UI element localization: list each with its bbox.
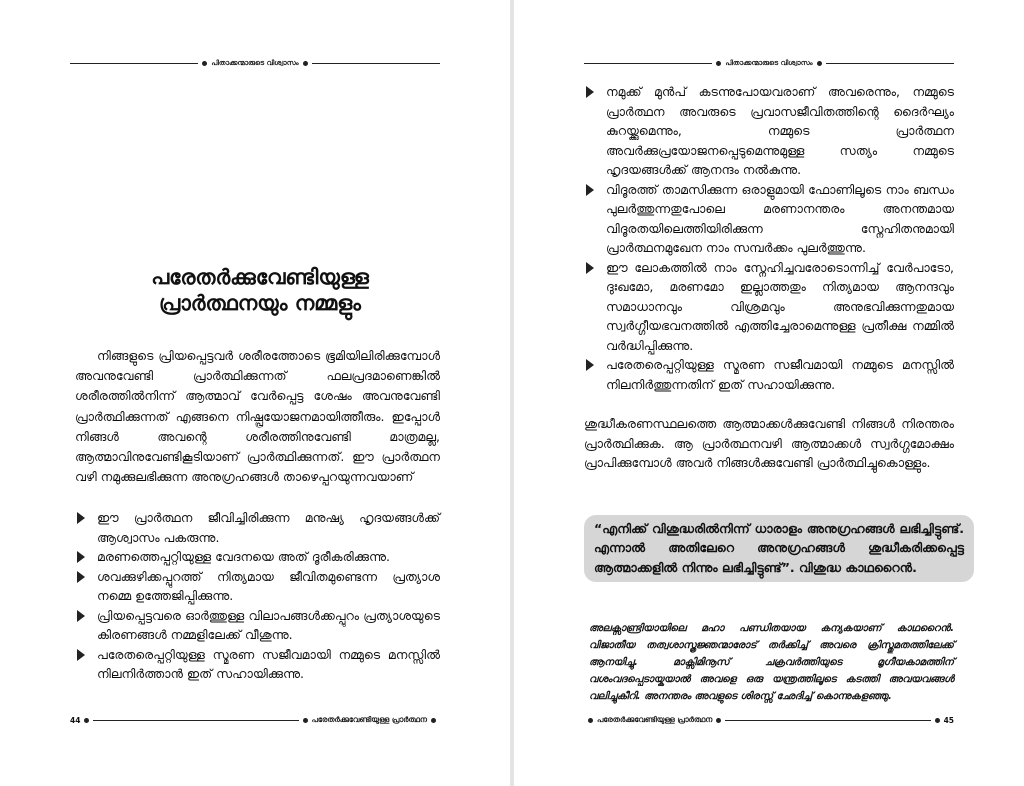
- bullet-dot: [303, 61, 308, 66]
- page-number: 45: [943, 715, 954, 725]
- list-item: [75, 508, 440, 547]
- header-rule: [584, 63, 712, 64]
- right-page: [514, 0, 1024, 786]
- benefits-list-continued: [584, 82, 954, 394]
- running-header-left: [70, 58, 440, 68]
- arrow-bullet-icon: [77, 551, 85, 563]
- header-rule: [312, 63, 440, 64]
- arrow-bullet-icon: [77, 571, 85, 583]
- footer-text: പരേതർക്കുവേണ്ടിയുള്ള പ്രാർത്ഥന: [597, 715, 713, 724]
- arrow-bullet-icon: [77, 512, 85, 524]
- intro-paragraph: നിങ്ങളുടെ പ്രിയപ്പെട്ടവർ ശരീരത്തോടെ ഭൂമിയിലിരിക്കുമ്പോൾ അവനുവേണ്ടി പ്രാർത്ഥിക്കുന്നത് ഫലപ്രദമാണെങ്കിൽ ശരീരത്തിൽനിന്ന് ആത്മാവ് വേർപ്പെട്ട ശേഷം അവനുവേണ്ടി പ്രാർത്ഥിക്കുന്നത് എങ്ങനെ നിഷ്പ്രയോജനമായിത്തീരും. ഇപ്പോൾ നിങ്ങൾ അവന്റെ ശരീരത്തിനുവേണ്ടി മാത്രമല്ല, ആത്മാവിനുവേണ്ടികൂടിയാണ് പ്രാർത്ഥിക്കുന്നത്. ഈ പ്രാർത്ഥന വഴി നമുക്കുലഭിക്കുന്ന അനുഗ്രഹങ്ങൾ താഴെപ്പറയുന്നവയാണ്: [75, 348, 440, 485]
- bullet-dot: [716, 61, 721, 66]
- list-item: [584, 180, 954, 258]
- list-item-text: നമുക്ക് മുൻപ് കടന്നുപോയവരാണ് അവരെന്നും, നമ്മുടെ പ്രാർത്ഥന അവരുടെ പ്രവാസജീവിതത്തിന്റെ ദൈർഘ്യം കുറയ്ക്കുമെന്നും, നമ്മുടെ പ്രാർത്ഥന അവർക്കുപ്രയോജനപ്പെടുമെന്നുമുള്ള സത്യം നമ്മുടെ ഹൃദയങ്ങൾക്ക് ആനന്ദം നൽകുന്നു.: [606, 84, 954, 177]
- title-line-2: പ്രാർത്ഥനയും നമ്മളും: [158, 291, 361, 316]
- list-item: [584, 355, 954, 394]
- list-item-text: ഈ ലോകത്തിൽ നാം സ്നേഹിച്ചവരോടൊന്നിച്ച് വേർപാടോ, ദുഃഖമോ, മരണമോ ഇല്ലാത്തതും നിത്യമായ ആനന്ദവും സമാധാനവും വിശ്രമവും അനുഭവിക്കുന്നതുമായ സ്വർഗ്ഗീയഭവനത്തിൽ എത്തിച്ചേരാമെന്നുള്ള പ്രതീക്ഷ നമ്മിൽ വർദ്ധിപ്പിക്കുന്നു.: [606, 259, 954, 353]
- bullet-dot: [588, 718, 593, 723]
- footer-rule: [725, 720, 930, 721]
- list-item-text: മരണത്തെപ്പറ്റിയുള്ള വേദനയെ അത് ദൂരീകരിക്കുന്നു.: [97, 549, 390, 564]
- bullet-dot: [935, 718, 940, 723]
- left-page: [0, 0, 510, 786]
- header-text: പിതാക്കന്മാരുടെ വിശ്വാസം: [725, 58, 813, 67]
- header-text: പിതാക്കന്മാരുടെ വിശ്വാസം: [211, 58, 299, 67]
- footer-text: പരേതർക്കുവേണ്ടിയുള്ള പ്രാർത്ഥന: [311, 715, 427, 724]
- list-item: [75, 645, 440, 684]
- saint-note: അലക്സാണ്ട്രിയായിലെ മഹാ പണ്ഡിതയായ കന്യകയാണ് കാഥറൈൻ. വിജാതീയ തത്വശാസ്ത്രജ്ഞന്മാരോട് തർക്കിച്ച് അവരെ ക്രിസ്തുമതത്തിലേക്ക് ആനയിച്ചു. മാക്സിമിനൂസ് ചക്രവർത്തിയുടെ മൃഗീയകാമത്തിന് വശംവദപ്പെടായ്കയാൽ അവളെ ഒരു യന്ത്രത്തിലൂടെ കടത്തി അവയവങ്ങൾ വലിച്ചുകീറി. അനന്തരം അവളുടെ ശിരസ്സ് ഛേദിച്ച് കൊന്നുകളഞ്ഞു.: [589, 623, 954, 702]
- arrow-bullet-icon: [586, 262, 594, 274]
- list-item: [584, 82, 954, 180]
- bullet-dot: [303, 718, 308, 723]
- title-line-1: പരേതർക്കുവേണ്ടിയുള്ള: [151, 265, 369, 289]
- arrow-bullet-icon: [77, 610, 85, 622]
- page-number: 44: [70, 715, 81, 725]
- footer-right: [584, 714, 954, 726]
- bullet-dot: [716, 718, 721, 723]
- header-rule: [826, 63, 954, 64]
- list-item: [75, 547, 440, 567]
- header-rule: [70, 63, 198, 64]
- arrow-bullet-icon: [586, 86, 594, 98]
- list-item: [75, 567, 440, 606]
- closing-paragraph: ശുദ്ധീകരണസ്ഥലത്തെ ആത്മാക്കൾക്കുവേണ്ടി നിങ്ങൾ നിരന്തരം പ്രാർത്ഥിക്കുക. ആ പ്രാർത്ഥനവഴി ആത്മാക്കൾ സ്വർഗ്ഗമോക്ഷം പ്രാപിക്കുമ്പോൾ അവർ നിങ്ങൾക്കുവേണ്ടി പ്രാർത്ഥിച്ചുകൊള്ളും.: [584, 416, 954, 470]
- arrow-bullet-icon: [586, 184, 594, 196]
- chapter-title: [110, 264, 410, 317]
- quote-box: “എനിക്ക് വിശുദ്ധരിൽനിന്ന് ധാരാളം അനുഗ്രഹങ്ങൾ ലഭിച്ചിട്ടുണ്ട്. എന്നാൽ അതിലേറെ അനുഗ്രഹങ്ങൾ ശുദ്ധീകരിക്കപ്പെട്ട ആത്മാക്കളിൽ നിന്നും ലഭിച്ചിട്ടുണ്ട്”. വിശുദ്ധ കാഥറൈൻ.: [584, 515, 974, 582]
- benefits-list: [75, 508, 440, 684]
- footer-left: [70, 714, 440, 726]
- bullet-dot: [817, 61, 822, 66]
- bullet-dot: [84, 718, 89, 723]
- bullet-dot: [431, 718, 436, 723]
- list-item-text: പരേതരെപ്പറ്റിയുള്ള സ്മരണ സജീവമായി നമ്മുടെ മനസ്സിൽ നിലനിർത്തുന്നതിന് ഇത് സഹായിക്കുന്നു.: [606, 357, 954, 392]
- arrow-bullet-icon: [77, 649, 85, 661]
- list-item-text: പരേതരെപ്പറ്റിയുള്ള സ്മരണ സജീവമായി നമ്മുടെ മനസ്സിൽ നിലനിർത്താൻ ഇത് സഹായിക്കുന്നു.: [97, 646, 440, 681]
- list-item-text: ഈ പ്രാർത്ഥന ജീവിച്ചിരിക്കുന്ന മനുഷ്യ ഹൃദയങ്ങൾക്ക് ആശ്വാസം പകരുന്നു.: [97, 510, 440, 545]
- bullet-dot: [202, 61, 207, 66]
- running-header-right: [584, 58, 954, 68]
- list-item-text: വിദൂരത്ത് താമസിക്കുന്ന ഒരാളുമായി ഫോണിലൂടെ നാം ബന്ധം പുലർത്തുന്നതുപോലെ മരണാനന്തരം അനന്തമായ വിദൂരതയിലെത്തിയിരിക്കുന്ന സ്നേഹിതനുമായി പ്രാർത്ഥനമുഖേന നാം സമ്പർക്കം പുലർത്തുന്നു.: [606, 181, 954, 255]
- list-item-text: പ്രിയപ്പെട്ടവരെ ഓർത്തുള്ള വിലാപങ്ങൾക്കപ്പുറം പ്രത്യാശയുടെ കിരണങ്ങൾ നമ്മളിലേക്ക് വീശുന്നു.: [97, 607, 440, 642]
- list-item: [584, 258, 954, 356]
- footer-rule: [93, 720, 298, 721]
- list-item: [75, 606, 440, 645]
- arrow-bullet-icon: [586, 359, 594, 371]
- list-item-text: ശവക്കുഴിക്കപ്പുറത്ത് നിത്യമായ ജീവിതമുണ്ടെന്ന പ്രത്യാശ നമ്മെ ഉത്തേജിപ്പിക്കുന്നു.: [97, 568, 440, 603]
